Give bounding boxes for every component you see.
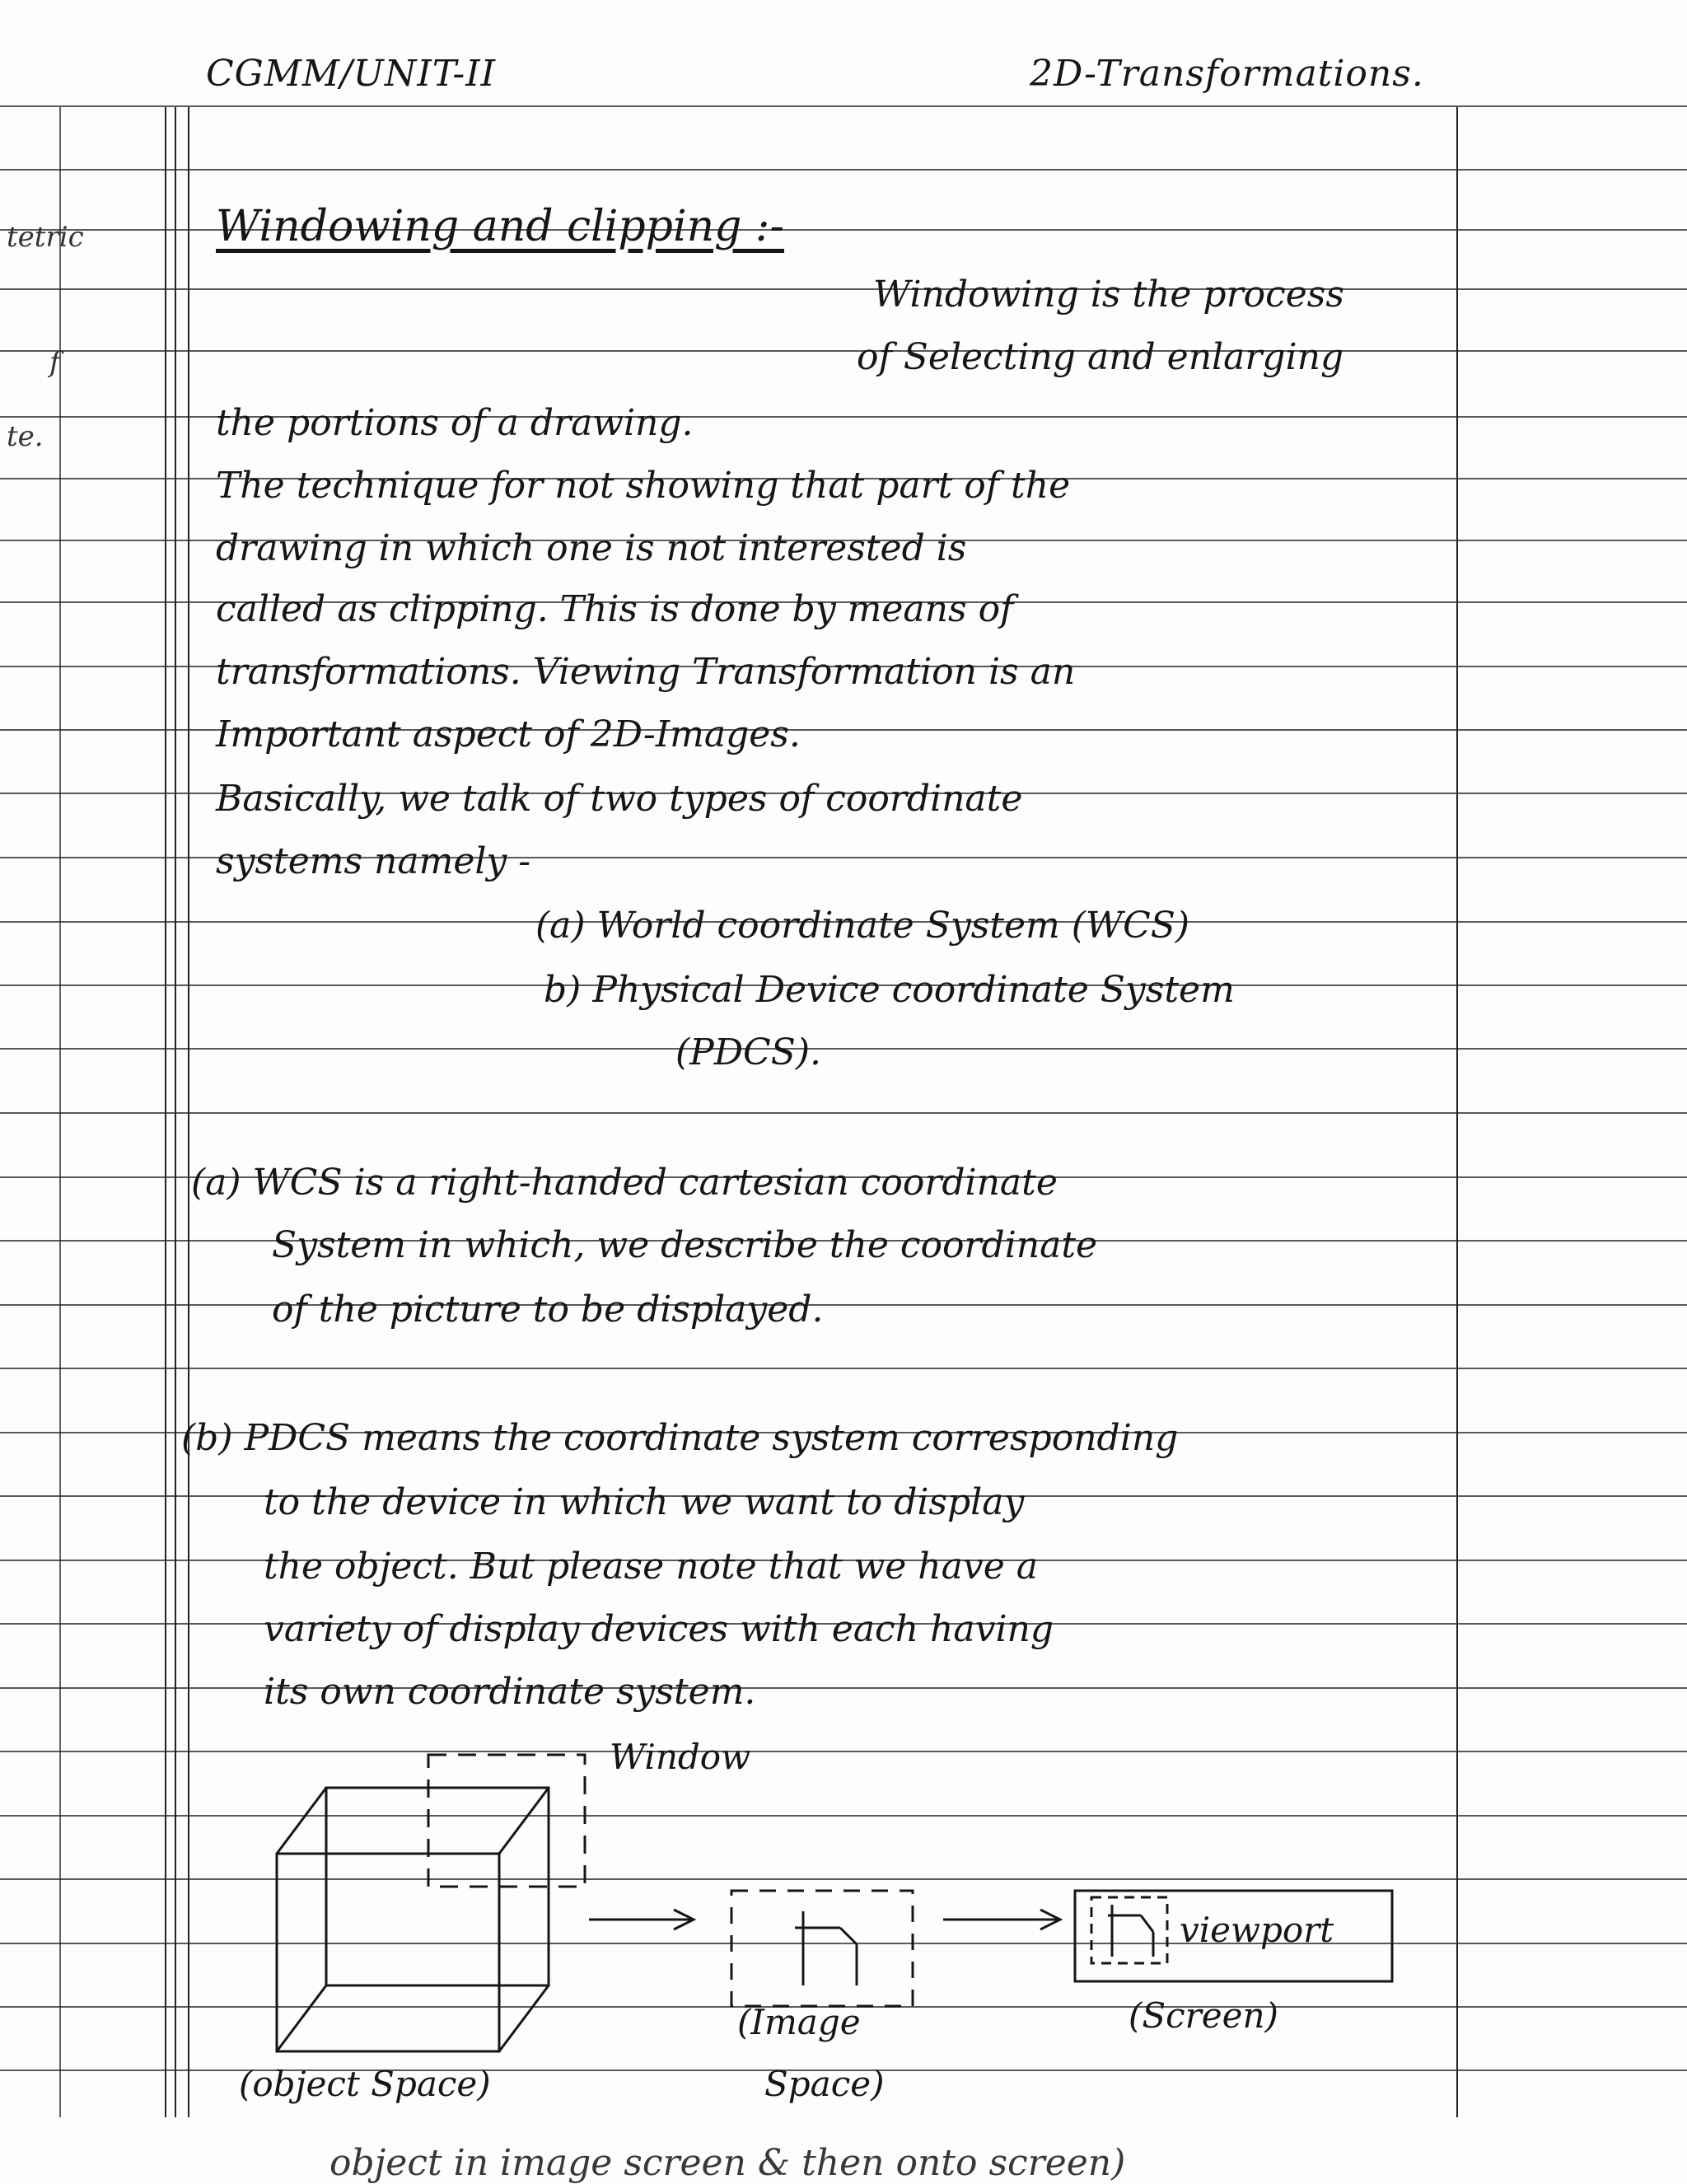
footer-note: object in image screen & then onto screen) — [329, 2142, 1126, 2184]
paragraph-line: the portions of a drawing. — [216, 402, 694, 444]
paragraph-line: of Selecting and enlarging — [857, 336, 1344, 378]
header-topic: 2D-Transformations. — [1030, 53, 1424, 95]
screen-label: (Screen) — [1129, 1995, 1278, 2036]
image-space-label: (Image — [737, 2002, 861, 2042]
coordinate-type-item: (PDCS). — [675, 1031, 822, 1073]
paragraph-line: Important aspect of 2D-Images. — [216, 713, 801, 755]
paragraph-line: Windowing is the process — [873, 274, 1344, 316]
paragraph-line: called as clipping. This is done by means of — [216, 588, 1014, 630]
arrow-icon — [943, 1910, 1060, 1929]
wcs-definition-line: System in which, we describe the coordinate — [272, 1224, 1098, 1266]
coordinate-type-item: (a) World coordinate System (WCS) — [535, 905, 1190, 947]
pdcs-definition-line: (b) PDCS means the coordinate system corresponding — [181, 1417, 1179, 1459]
wcs-definition-line: (a) WCS is a right-handed cartesian coordinate — [191, 1162, 1058, 1204]
section-title: Windowing and clipping :- — [216, 202, 784, 251]
wcs-definition-line: of the picture to be displayed. — [272, 1288, 824, 1331]
margin-note: tetric — [7, 221, 84, 254]
pdcs-definition-line: to the device in which we want to display — [264, 1481, 1025, 1523]
clipped-shape — [795, 1911, 857, 1985]
paragraph-line: systems namely - — [216, 840, 531, 882]
header-unit: CGMM/UNIT-II — [206, 53, 497, 95]
viewport-box — [1091, 1897, 1167, 1963]
arrow-icon — [589, 1910, 694, 1929]
viewport-label: viewport — [1180, 1910, 1334, 1950]
window-dashed-box — [428, 1755, 585, 1887]
margin-note: te. — [7, 420, 44, 453]
pdcs-definition-line: the object. But please note that we have a — [264, 1546, 1038, 1588]
paragraph-line: drawing in which one is not interested is — [216, 527, 967, 569]
object-space-cube — [277, 1788, 549, 2051]
coordinate-type-item: b) Physical Device coordinate System — [544, 969, 1235, 1011]
paragraph-line: transformations. Viewing Transformation is an — [216, 651, 1076, 693]
paragraph-line: Basically, we talk of two types of coordinate — [216, 778, 1023, 820]
pdcs-definition-line: variety of display devices with each having — [264, 1608, 1054, 1650]
margin-note: f — [49, 346, 60, 379]
object-space-label: (object Space) — [239, 2064, 491, 2104]
paragraph-line: The technique for not showing that part of the — [216, 465, 1071, 507]
window-label: Window — [610, 1737, 751, 1777]
image-space-box — [731, 1891, 913, 2006]
image-space-label: Space) — [764, 2064, 885, 2104]
pdcs-definition-line: its own coordinate system. — [264, 1671, 756, 1713]
